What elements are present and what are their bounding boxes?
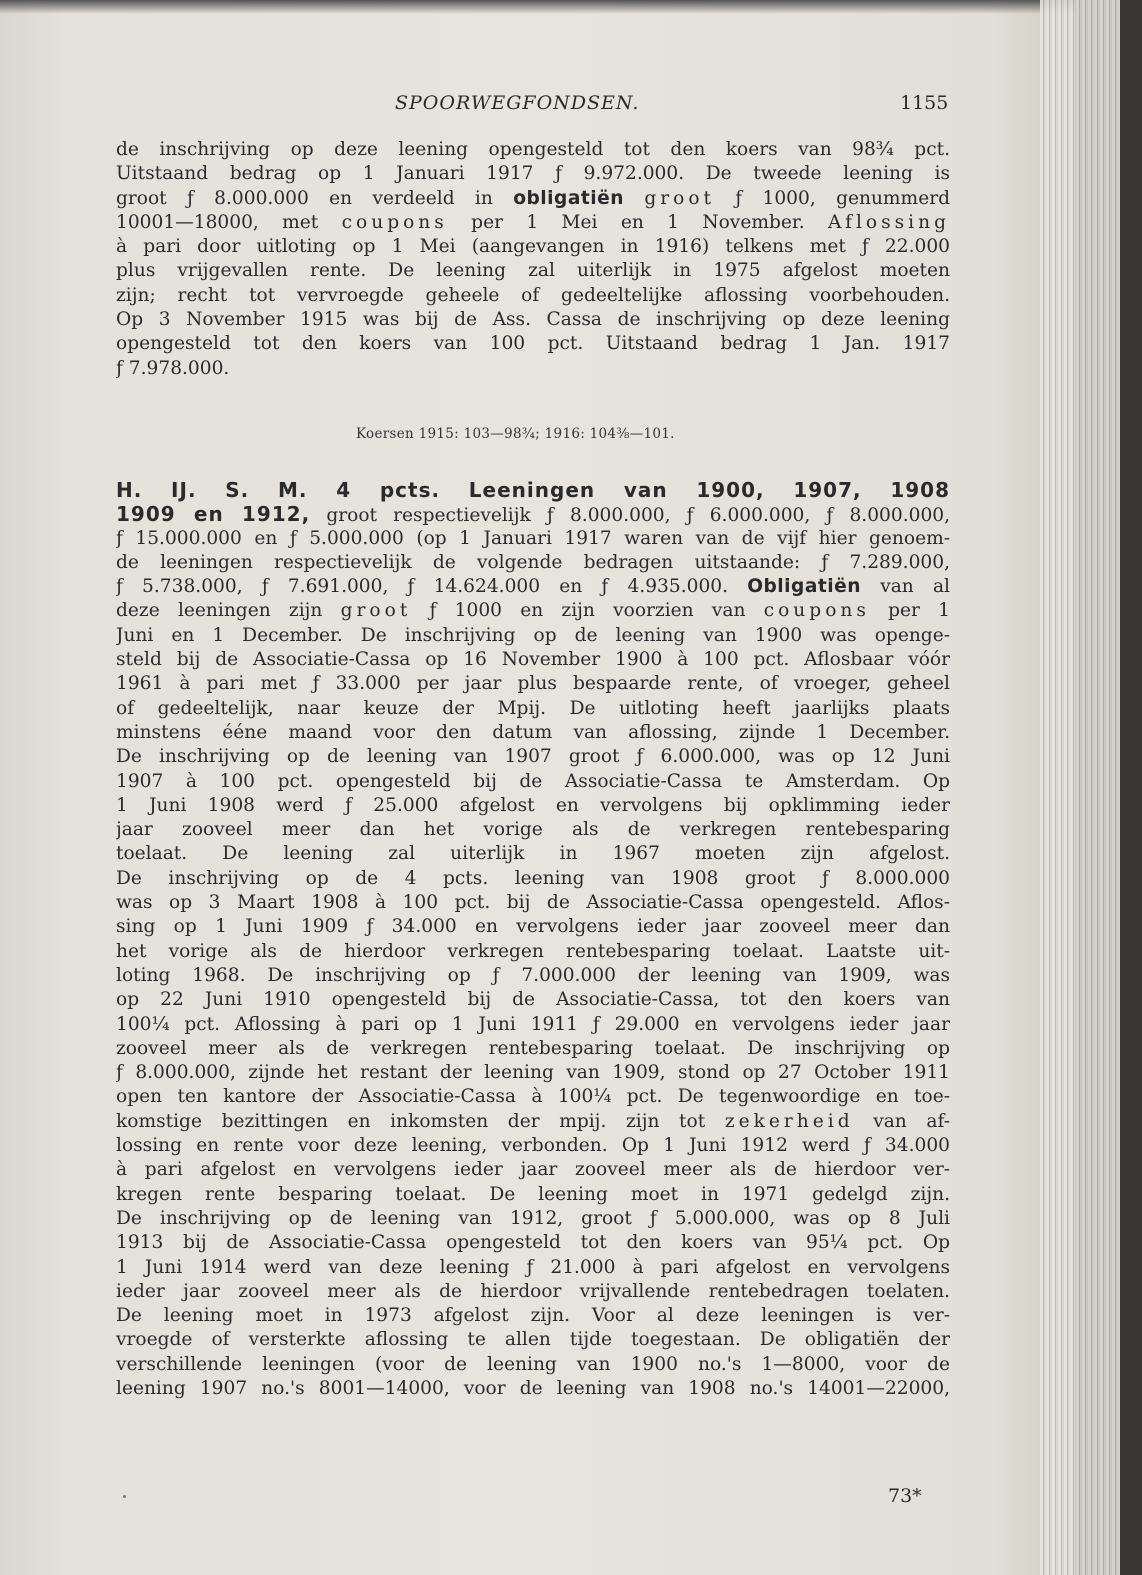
page-header bbox=[0, 92, 1075, 122]
text-span: deze leeningen zijn bbox=[116, 600, 341, 622]
text-line: de inschrijving op deze leening opengesteld tot den koers van 98¾ pct. bbox=[116, 139, 950, 160]
spaced-term: groot bbox=[644, 187, 715, 209]
text-line bbox=[116, 599, 950, 623]
text-line: toelaat. De leening zal uiterlijk in 1967 moeten zijn afgelost. bbox=[116, 843, 950, 865]
text-line bbox=[116, 187, 950, 211]
text-line: ƒ 7.978.000. bbox=[116, 357, 230, 379]
text-span bbox=[624, 188, 644, 209]
section-hijsm-loans bbox=[116, 478, 950, 1401]
print-speck bbox=[123, 1495, 126, 1498]
text-line: 1 Juni 1914 werd van deze leening ƒ 21.000 à pari afgelost en vervolgens bbox=[116, 1256, 950, 1278]
text-line: De inschrijving op de 4 pcts. leening van 1908 groot ƒ 8.000.000 bbox=[116, 867, 950, 889]
text-line: steld bij de Associatie-Cassa op 16 November 1900 à 100 pct. Aflosbaar vóór bbox=[116, 649, 950, 671]
page-top-shadow bbox=[0, 0, 1075, 14]
text-line: het vorige als de hierdoor verkregen rentebesparing toelaat. Laatste uit- bbox=[116, 940, 950, 962]
spaced-term: zekerheid bbox=[724, 1110, 854, 1132]
spaced-term: coupons bbox=[763, 600, 870, 622]
text-line: zijn; recht tot vervroegde geheele of gedeeltelijke aflossing voorbehouden. bbox=[116, 284, 950, 306]
text-line: Juni en 1 December. De inschrijving op de leening van 1900 was openge- bbox=[116, 624, 950, 646]
text-line: à pari afgelost en vervolgens ieder jaar zooveel meer als de hierdoor ver- bbox=[116, 1159, 950, 1181]
text-line bbox=[116, 1110, 950, 1134]
text-span: ƒ 5.738.000, ƒ 7.691.000, ƒ 14.624.000 en ƒ 4.935.000. bbox=[116, 576, 748, 598]
page-number: 1155 bbox=[900, 92, 949, 114]
text-line: 1961 à pari met ƒ 33.000 per jaar plus bespaarde rente, of vroeger, geheel bbox=[116, 673, 950, 695]
spaced-term: coupons bbox=[341, 211, 448, 233]
running-title: SPOORWEGFONDSEN. bbox=[395, 92, 640, 114]
text-span: van af- bbox=[853, 1110, 950, 1132]
text-line: opengesteld tot den koers van 100 pct. Uitstaand bedrag 1 Jan. 1917 bbox=[116, 333, 950, 355]
bold-term: Obligatiën bbox=[747, 576, 862, 598]
text-line: loting 1968. De inschrijving op ƒ 7.000.000 der leening van 1909, was bbox=[116, 964, 950, 986]
text-line: kregen rente besparing toelaat. De leening moet in 1971 gedelgd zijn. bbox=[116, 1183, 950, 1205]
bold-term: obligatiën bbox=[513, 187, 624, 209]
book-page-edges bbox=[1040, 0, 1142, 1575]
text-span: ƒ 1000 en zijn voorzien van bbox=[411, 600, 764, 622]
text-line: 1 Juni 1908 werd ƒ 25.000 afgelost en vervolgens bij opklimming ieder bbox=[116, 794, 950, 816]
text-line: Op 3 November 1915 was bij de Ass. Cassa de inschrijving op deze leening bbox=[116, 309, 950, 331]
text-line: lossing en rente voor deze leening, verbonden. Op 1 Juni 1912 werd ƒ 34.000 bbox=[116, 1135, 950, 1157]
text-line: 1913 bij de Associatie-Cassa opengesteld tot den koers van 95¼ pct. Op bbox=[116, 1232, 950, 1254]
text-line: 100¼ pct. Aflossing à pari op 1 Juni 1911 ƒ 29.000 en vervolgens ieder jaar bbox=[116, 1013, 950, 1035]
spaced-term: Aflossing bbox=[827, 211, 950, 233]
price-quotes: Koersen 1915: 103—98¾; 1916: 104⅜—101. bbox=[356, 426, 675, 442]
text-line bbox=[116, 575, 950, 599]
text-line: sing op 1 Juni 1909 ƒ 34.000 en vervolgens ieder jaar zooveel meer dan bbox=[116, 916, 950, 938]
text-line: op 22 Juni 1910 opengesteld bij de Associatie-Cassa, tot den koers van bbox=[116, 989, 950, 1011]
text-line: De inschrijving op de leening van 1907 groot ƒ 6.000.000, was op 12 Juni bbox=[116, 746, 950, 768]
section-body bbox=[116, 527, 950, 1402]
text-line: leening 1907 no.'s 8001—14000, voor de leening van 1908 no.'s 14001—22000, bbox=[116, 1377, 950, 1399]
section-heading: H. IJ. S. M. 4 pcts. Leeningen van 1900, 1907, 1908 bbox=[116, 478, 950, 502]
book-background bbox=[1120, 0, 1142, 1575]
text-line: zooveel meer als de verkregen rentebesparing toelaat. De inschrijving op bbox=[116, 1037, 950, 1059]
text-span: per 1 Mei en 1 November. bbox=[447, 211, 828, 233]
text-span: per 1 bbox=[869, 600, 950, 622]
text-span: groot respectievelijk ƒ 8.000.000, ƒ 6.000.000, ƒ 8.000.000, bbox=[310, 505, 950, 527]
section-heading-continued: 1909 en 1912, bbox=[116, 502, 311, 527]
text-line: verschillende leeningen (voor de leening van 1900 no.'s 1—8000, voor de bbox=[116, 1353, 950, 1375]
text-line: open ten kantore der Associatie-Cassa à 100¼ pct. De tegenwoordige en toe- bbox=[116, 1086, 950, 1108]
text-line: jaar zooveel meer dan het vorige als de verkregen rentebesparing bbox=[116, 819, 950, 841]
text-line: à pari door uitloting op 1 Mei (aangevangen in 1916) telkens met ƒ 22.000 bbox=[116, 236, 950, 258]
text-line: de leeningen respectievelijk de volgende bedragen uitstaande: ƒ 7.289.000, bbox=[116, 551, 950, 573]
text-span: ƒ 1000, genummerd bbox=[714, 187, 950, 209]
text-line bbox=[116, 211, 950, 235]
text-span: van al bbox=[861, 576, 950, 598]
text-line: minstens ééne maand voor den datum van aflossing, zijnde 1 December. bbox=[116, 721, 950, 743]
spaced-term: groot bbox=[340, 600, 412, 622]
text-line: plus vrijgevallen rente. De leening zal uiterlijk in 1975 afgelost moeten bbox=[116, 260, 950, 282]
text-line: was op 3 Maart 1908 à 100 pct. bij de Associatie-Cassa opengesteld. Aflos- bbox=[116, 892, 950, 914]
text-line: ieder jaar zooveel meer als de hierdoor vrijvallende rentebedragen toelaten. bbox=[116, 1280, 950, 1302]
text-line: of gedeeltelijk, naar keuze der Mpij. De uitloting heeft jaarlijks plaats bbox=[116, 697, 950, 719]
signature-mark: 73* bbox=[888, 1485, 922, 1507]
text-line: ƒ 8.000.000, zijnde het restant der leening van 1909, stond op 27 October 1911 bbox=[116, 1062, 950, 1084]
paragraph-previous-loan bbox=[116, 138, 950, 381]
text-line: vroegde of versterkte aflossing te allen tijde toegestaan. De obligatiën der bbox=[116, 1329, 950, 1351]
text-span: groot ƒ 8.000.000 en verdeeld in bbox=[116, 187, 514, 209]
text-line: ƒ 15.000.000 en ƒ 5.000.000 (op 1 Januari 1917 waren van de vijf hier genoem- bbox=[116, 527, 950, 549]
text-line: 1907 à 100 pct. opengesteld bij de Associatie-Cassa te Amsterdam. Op bbox=[116, 770, 950, 792]
text-span: komstige bezittingen en inkomsten der mpij. zijn tot bbox=[116, 1110, 725, 1132]
text-line bbox=[116, 502, 950, 526]
text-line: De inschrijving op de leening van 1912, groot ƒ 5.000.000, was op 8 Juli bbox=[116, 1207, 950, 1229]
text-line: De leening moet in 1973 afgelost zijn. Voor al deze leeningen is ver- bbox=[116, 1305, 950, 1327]
text-span: 10001—18000, met bbox=[116, 211, 342, 233]
text-line: Uitstaand bedrag op 1 Januari 1917 ƒ 9.972.000. De tweede leening is bbox=[116, 163, 950, 185]
